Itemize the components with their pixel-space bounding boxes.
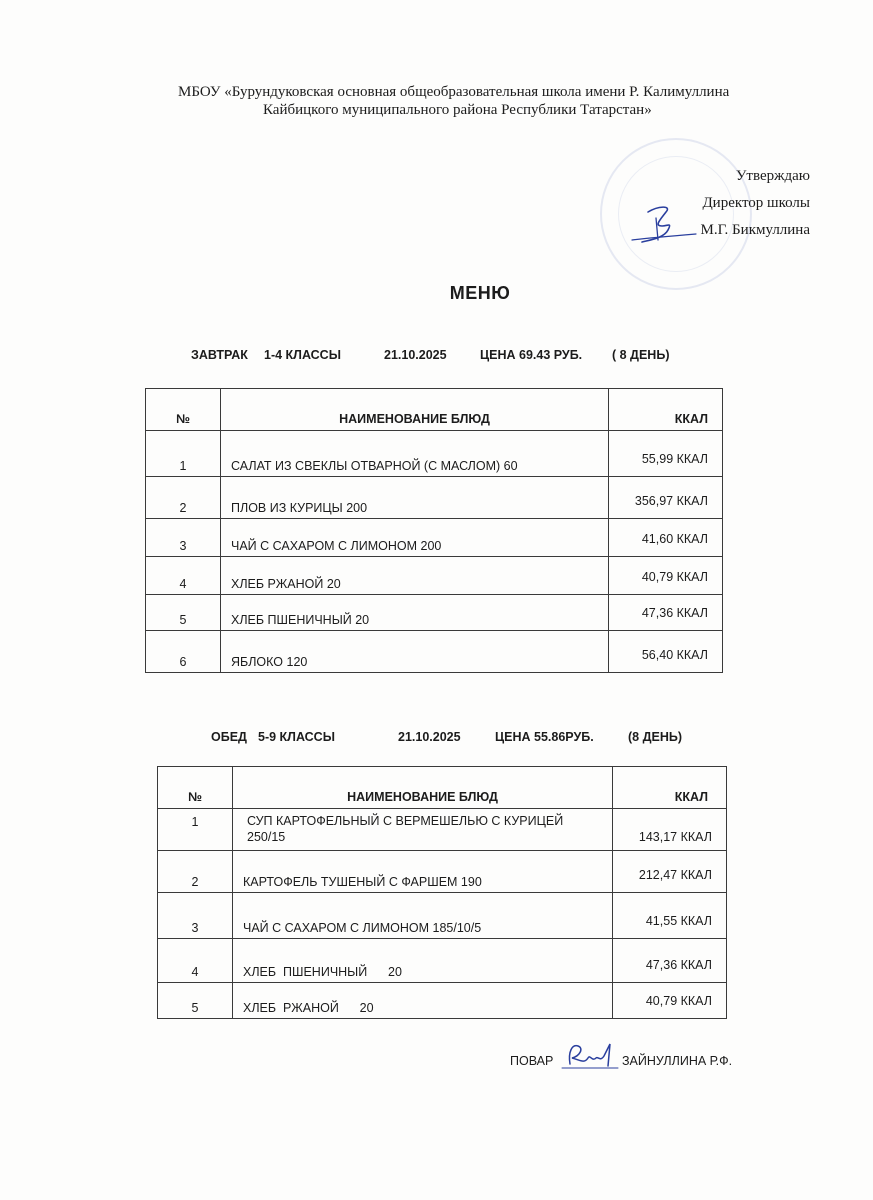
table-row bbox=[158, 939, 727, 983]
table-row bbox=[146, 557, 723, 595]
lunch-day: (8 ДЕНЬ) bbox=[628, 730, 683, 744]
dish-kcal: 56,40 ККАЛ bbox=[609, 631, 723, 673]
lunch-price: ЦЕНА 55.86РУБ. bbox=[495, 730, 594, 744]
table-row bbox=[146, 431, 723, 477]
row-number: 5 bbox=[146, 595, 221, 631]
row-number: 3 bbox=[158, 893, 233, 939]
table-row bbox=[158, 809, 727, 851]
dish-name: ЧАЙ С САХАРОМ С ЛИМОНОМ 185/10/5 bbox=[233, 893, 613, 939]
table-row bbox=[146, 595, 723, 631]
table-header-row bbox=[146, 389, 723, 431]
row-number: 2 bbox=[158, 851, 233, 893]
table-row bbox=[146, 477, 723, 519]
lunch-date: 21.10.2025 bbox=[398, 730, 461, 744]
row-number: 5 bbox=[158, 983, 233, 1019]
approval-word: Утверждаю bbox=[735, 168, 810, 184]
dish-kcal: 143,17 ККАЛ bbox=[613, 809, 727, 851]
dish-kcal: 47,36 ККАЛ bbox=[613, 939, 727, 983]
approval-position: Директор школы bbox=[702, 195, 810, 211]
dish-kcal: 40,79 ККАЛ bbox=[609, 557, 723, 595]
table-row bbox=[158, 893, 727, 939]
column-header-dish: НАИМЕНОВАНИЕ БЛЮД bbox=[221, 389, 609, 431]
row-number: 3 bbox=[146, 519, 221, 557]
row-number: 2 bbox=[146, 477, 221, 519]
breakfast-date: 21.10.2025 bbox=[384, 348, 447, 362]
lunch-classes: 5-9 КЛАССЫ bbox=[258, 730, 335, 744]
table-row bbox=[146, 519, 723, 557]
cook-signature bbox=[560, 1038, 620, 1072]
dish-kcal: 40,79 ККАЛ bbox=[613, 983, 727, 1019]
approval-name: М.Г. Бикмуллина bbox=[700, 222, 810, 238]
dish-kcal: 47,36 ККАЛ bbox=[609, 595, 723, 631]
row-number: 1 bbox=[158, 809, 233, 851]
breakfast-day: ( 8 ДЕНЬ) bbox=[612, 348, 670, 362]
breakfast-meal: ЗАВТРАК bbox=[191, 348, 248, 362]
dish-kcal: 55,99 ККАЛ bbox=[609, 431, 723, 477]
lunch-menu-table bbox=[157, 766, 727, 1019]
cook-label: ПОВАР bbox=[510, 1054, 554, 1068]
dish-kcal: 212,47 ККАЛ bbox=[613, 851, 727, 893]
cook-name: ЗАЙНУЛЛИНА Р.Ф. bbox=[622, 1054, 733, 1068]
dish-name: ХЛЕБ ПШЕНИЧНЫЙ 20 bbox=[221, 595, 609, 631]
school-name-line-2: Кайбицкого муниципального района Республики Татарстан» bbox=[263, 102, 652, 118]
row-number: 4 bbox=[146, 557, 221, 595]
row-number: 4 bbox=[158, 939, 233, 983]
table-row bbox=[158, 983, 727, 1019]
dish-name: ЧАЙ С САХАРОМ С ЛИМОНОМ 200 bbox=[221, 519, 609, 557]
row-number: 1 bbox=[146, 431, 221, 477]
column-header-number: № bbox=[146, 389, 221, 431]
dish-name: САЛАТ ИЗ СВЕКЛЫ ОТВАРНОЙ (С МАСЛОМ) 60 bbox=[221, 431, 609, 477]
dish-name: ЯБЛОКО 120 bbox=[221, 631, 609, 673]
table-header-row bbox=[158, 767, 727, 809]
dish-name: ПЛОВ ИЗ КУРИЦЫ 200 bbox=[221, 477, 609, 519]
breakfast-price: ЦЕНА 69.43 РУБ. bbox=[480, 348, 583, 362]
dish-name: ХЛЕБ РЖАНОЙ 20 bbox=[221, 557, 609, 595]
director-signature bbox=[628, 200, 698, 246]
table-row bbox=[146, 631, 723, 673]
dish-kcal: 41,60 ККАЛ bbox=[609, 519, 723, 557]
lunch-meal: ОБЕД bbox=[211, 730, 247, 744]
breakfast-classes: 1-4 КЛАССЫ bbox=[264, 348, 341, 362]
column-header-number: № bbox=[158, 767, 233, 809]
column-header-kcal: ККАЛ bbox=[613, 767, 727, 809]
dish-name: ХЛЕБ ПШЕНИЧНЫЙ 20 bbox=[233, 939, 613, 983]
dish-name: ХЛЕБ РЖАНОЙ 20 bbox=[233, 983, 613, 1019]
row-number: 6 bbox=[146, 631, 221, 673]
page-title: МЕНЮ bbox=[449, 283, 511, 303]
dish-name: КАРТОФЕЛЬ ТУШЕНЫЙ С ФАРШЕМ 190 bbox=[233, 851, 613, 893]
dish-kcal: 41,55 ККАЛ bbox=[613, 893, 727, 939]
dish-kcal: 356,97 ККАЛ bbox=[609, 477, 723, 519]
column-header-kcal: ККАЛ bbox=[609, 389, 723, 431]
school-name-line-1: МБОУ «Бурундуковская основная общеобразовательная школа имени Р. Калимуллина bbox=[178, 84, 730, 100]
table-row bbox=[158, 851, 727, 893]
dish-name: СУП КАРТОФЕЛЬНЫЙ С ВЕРМЕШЕЛЬЮ С КУРИЦЕЙ 250/15 bbox=[233, 809, 613, 851]
breakfast-menu-table bbox=[145, 388, 723, 673]
column-header-dish: НАИМЕНОВАНИЕ БЛЮД bbox=[233, 767, 613, 809]
